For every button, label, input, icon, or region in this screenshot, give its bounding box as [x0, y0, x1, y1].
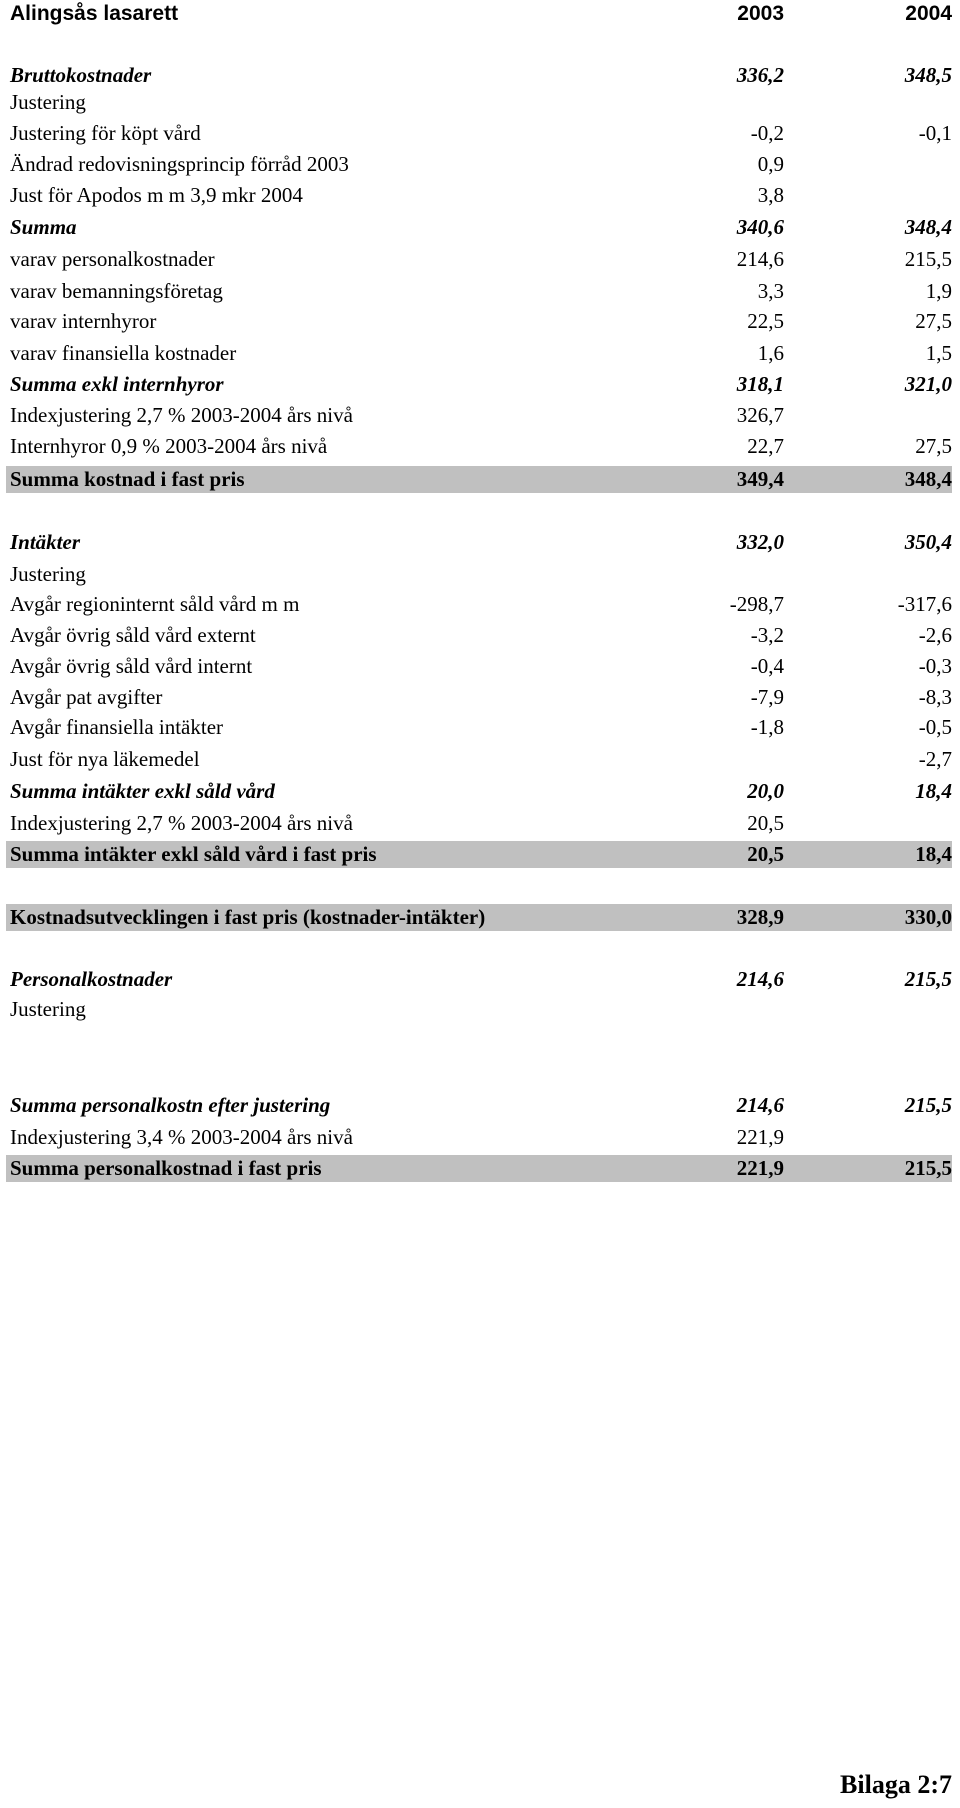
row-label: Summa kostnad i fast pris	[10, 467, 245, 491]
value-2004: 18,4	[915, 779, 952, 803]
value-2003: 214,6	[736, 967, 784, 991]
row-label: Summa intäkter exkl såld vård i fast pris	[10, 842, 377, 866]
row-label: varav finansiella kostnader	[10, 341, 237, 365]
table-row	[6, 622, 952, 649]
year-2003-header: 2003	[737, 2, 784, 25]
value-2004: 27,5	[915, 309, 952, 333]
value-2003: -7,9	[750, 685, 784, 709]
table-row	[6, 340, 952, 367]
row-label: Summa intäkter exkl såld vård	[10, 779, 275, 803]
value-2004: 330,0	[904, 905, 952, 929]
row-label: Bruttokostnader	[10, 63, 152, 87]
row-label: Summa exkl internhyror	[10, 372, 224, 396]
table-row	[6, 904, 952, 931]
value-2003: -0,4	[750, 654, 784, 678]
row-label: Avgår övrig såld vård internt	[10, 654, 253, 678]
table-row	[6, 996, 952, 1023]
row-label: Summa	[10, 215, 77, 239]
value-2003: 22,5	[747, 309, 784, 333]
value-2004: -317,6	[897, 592, 952, 616]
table-row	[6, 684, 952, 711]
value-2004: 215,5	[904, 1156, 952, 1180]
value-2004: 215,5	[904, 1093, 952, 1117]
row-label: Justering	[10, 997, 86, 1021]
table-row	[6, 62, 952, 89]
table-row	[6, 714, 952, 741]
value-2003: 3,8	[757, 183, 784, 207]
value-2004: 1,9	[925, 279, 952, 303]
value-2004: 27,5	[915, 434, 952, 458]
value-2004: -2,6	[918, 623, 952, 647]
table-row	[6, 214, 952, 241]
header-row	[6, 0, 952, 27]
row-label: Justering	[10, 90, 86, 114]
table-row	[6, 402, 952, 429]
table-row	[6, 278, 952, 305]
value-2003: 20,5	[747, 842, 784, 866]
table-row	[6, 182, 952, 209]
value-2004: 350,4	[904, 530, 952, 554]
table-row	[6, 1124, 952, 1151]
value-2003: 332,0	[736, 530, 784, 554]
table-row	[6, 89, 952, 116]
value-2004: 215,5	[904, 967, 952, 991]
value-2003: 20,5	[747, 811, 784, 835]
row-label: Avgår regioninternt såld vård m m	[10, 592, 300, 616]
value-2004: -2,7	[918, 747, 952, 771]
table-row	[6, 246, 952, 273]
table-row	[6, 810, 952, 837]
value-2004: -0,3	[918, 654, 952, 678]
value-2004: 18,4	[915, 842, 952, 866]
row-label: Justering för köpt vård	[10, 121, 201, 145]
value-2003: 214,6	[736, 1093, 784, 1117]
value-2003: 20,0	[747, 779, 784, 803]
row-label: Just för nya läkemedel	[10, 747, 200, 771]
row-label: Avgår övrig såld vård externt	[10, 623, 256, 647]
row-label: Personalkostnader	[10, 967, 173, 991]
table-row	[6, 433, 952, 460]
table-row	[6, 529, 952, 556]
row-label: varav bemanningsföretag	[10, 279, 223, 303]
value-2003: 328,9	[736, 905, 784, 929]
value-2003: 336,2	[736, 63, 784, 87]
table-row	[6, 151, 952, 178]
row-label: Just för Apodos m m 3,9 mkr 2004	[10, 183, 303, 207]
value-2003: 349,4	[736, 467, 784, 491]
value-2004: 321,0	[904, 372, 952, 396]
value-2004: -0,5	[918, 715, 952, 739]
value-2003: 340,6	[736, 215, 784, 239]
row-label: Summa personalkostnad i fast pris	[10, 1156, 322, 1180]
table-row	[6, 591, 952, 618]
value-2003: -298,7	[729, 592, 784, 616]
row-label: Internhyror 0,9 % 2003-2004 års nivå	[10, 434, 328, 458]
table-row	[6, 1092, 952, 1119]
row-label: Avgår finansiella intäkter	[10, 715, 224, 739]
row-label: Indexjustering 2,7 % 2003-2004 års nivå	[10, 403, 353, 427]
row-label: Intäkter	[10, 530, 81, 554]
row-label: Ändrad redovisningsprincip förråd 2003	[10, 152, 349, 176]
row-label: Indexjustering 2,7 % 2003-2004 års nivå	[10, 811, 353, 835]
row-label: Justering	[10, 562, 86, 586]
value-2004: 348,4	[904, 215, 952, 239]
table-row	[6, 371, 952, 398]
value-2003: 221,9	[736, 1125, 784, 1149]
value-2003: 221,9	[736, 1156, 784, 1180]
table-row	[6, 966, 952, 993]
value-2003: 318,1	[736, 372, 784, 396]
row-label: Indexjustering 3,4 % 2003-2004 års nivå	[10, 1125, 353, 1149]
row-label: Kostnadsutvecklingen i fast pris (kostnader-intäkter)	[10, 905, 486, 929]
value-2003: -0,2	[750, 121, 784, 145]
row-label: Avgår pat avgifter	[10, 685, 163, 709]
table-row	[6, 778, 952, 805]
value-2003: -1,8	[750, 715, 784, 739]
table-row	[6, 466, 952, 493]
row-label: varav internhyror	[10, 309, 157, 333]
table-row	[6, 746, 952, 773]
value-2003: 3,3	[757, 279, 784, 303]
value-2004: 348,5	[904, 63, 952, 87]
table-row	[6, 561, 952, 588]
value-2004: 215,5	[904, 247, 952, 271]
value-2003: 326,7	[736, 403, 784, 427]
value-2004: -0,1	[918, 121, 952, 145]
table-row	[6, 653, 952, 680]
row-label: varav personalkostnader	[10, 247, 215, 271]
table-row	[6, 308, 952, 335]
value-2004: 1,5	[925, 341, 952, 365]
value-2003: 0,9	[757, 152, 784, 176]
document-title: Alingsås lasarett	[10, 2, 179, 25]
value-2003: 22,7	[747, 434, 784, 458]
table-row	[6, 1155, 952, 1182]
row-label: Summa personalkostn efter justering	[10, 1093, 331, 1117]
table-row	[6, 841, 952, 868]
value-2003: 1,6	[757, 341, 784, 365]
value-2003: -3,2	[750, 623, 784, 647]
appendix-label: Bilaga 2:7	[840, 1770, 952, 1799]
table-row	[6, 120, 952, 147]
year-2004-header: 2004	[905, 2, 952, 25]
value-2004: 348,4	[904, 467, 952, 491]
value-2003: 214,6	[736, 247, 784, 271]
value-2004: -8,3	[918, 685, 952, 709]
